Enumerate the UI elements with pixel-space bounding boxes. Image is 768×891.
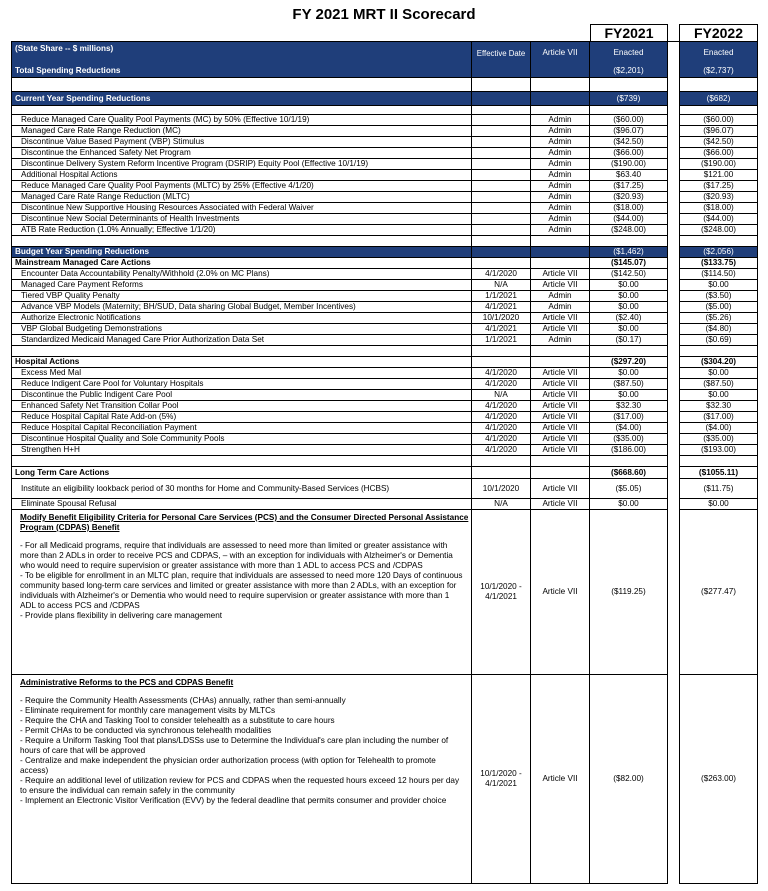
row-item: Strengthen H+H <box>11 445 472 456</box>
table-row <box>11 126 758 137</box>
block-description <box>11 510 472 675</box>
row-item: Discontinue Value Based Payment (VBP) Stimulus <box>11 137 472 148</box>
block-heading: Modify Benefit Eligibility Criteria for Personal Care Services (PCS) and the Consumer Directed Personal Assistance Program (CDPAS) Benefit <box>20 513 469 532</box>
row-fy2021: ($668.60) <box>590 467 668 479</box>
row-fy2022 <box>679 346 758 357</box>
block-line: - Require a Uniform Tasking Tool that plans/LDSSs use to Determine the Individual's care plan including the number of hours of care that will be approved <box>20 736 449 755</box>
column-header-article: Article VII <box>531 42 590 65</box>
row-item: Total Spending Reductions <box>11 64 472 78</box>
row-fy2021: ($44.00) <box>590 214 668 225</box>
row-fy2021: ($2.40) <box>590 313 668 324</box>
row-fy2022: ($4.80) <box>679 324 758 335</box>
row-date <box>472 115 531 126</box>
row-article: Article VII <box>531 368 590 379</box>
row-fy2021: ($1,462) <box>590 247 668 258</box>
row-fy2021: $0.00 <box>590 499 668 510</box>
row-article: Admin <box>531 335 590 346</box>
row-fy2021: ($0.17) <box>590 335 668 346</box>
row-item <box>11 346 472 357</box>
row-article <box>531 106 590 115</box>
row-fy2022: ($66.00) <box>679 148 758 159</box>
row-fy2022: ($4.00) <box>679 423 758 434</box>
row-fy2022 <box>679 456 758 467</box>
row-item: Discontinue Delivery System Reform Incentive Program (DSRIP) Equity Pool (Effective 10/1/19) <box>11 159 472 170</box>
table-row <box>11 412 758 423</box>
row-article: Article VII <box>531 401 590 412</box>
row-article: Admin <box>531 181 590 192</box>
row-item: Reduce Indigent Care Pool for Voluntary Hospitals <box>11 379 472 390</box>
row-item <box>11 106 472 115</box>
row-date <box>472 106 531 115</box>
row-item: Hospital Actions <box>11 357 472 368</box>
row-date <box>472 203 531 214</box>
row-date <box>472 456 531 467</box>
row-fy2022: $32.30 <box>679 401 758 412</box>
row-article: Admin <box>531 159 590 170</box>
row-fy2022: ($44.00) <box>679 214 758 225</box>
row-date: 4/1/2021 <box>472 324 531 335</box>
row-article: Article VII <box>531 390 590 401</box>
row-date <box>472 467 531 479</box>
row-article <box>531 467 590 479</box>
row-fy2021: $0.00 <box>590 390 668 401</box>
row-fy2022: ($11.75) <box>679 479 758 499</box>
block-line: - For all Medicaid programs, require that individuals are assessed to need more than limited or greater assistance with more than 2 ADLs in order to receive PCS and CDPAS, – with an exception for individuals with Alzheimer's or Dementia who would need to require supervision or greater assistance with more than 1 ADL to access PCS and /CDPAS <box>20 541 453 570</box>
row-fy2022: ($193.00) <box>679 445 758 456</box>
row-fy2021: ($35.00) <box>590 434 668 445</box>
row-fy2021: ($96.07) <box>590 126 668 137</box>
row-fy2022: $0.00 <box>679 499 758 510</box>
row-date: N/A <box>472 499 531 510</box>
row-fy2022: $0.00 <box>679 368 758 379</box>
row-fy2022: ($20.93) <box>679 192 758 203</box>
row-item: Institute an eligibility lookback period of 30 months for Home and Community-Based Services (HCBS) <box>11 479 472 499</box>
block-description <box>11 675 472 884</box>
category-row <box>11 357 758 368</box>
row-fy2021 <box>590 236 668 247</box>
table-row <box>11 445 758 456</box>
row-fy2021: ($297.20) <box>590 357 668 368</box>
row-article <box>531 258 590 269</box>
row-item: Standardized Medicaid Managed Care Prior Authorization Data Set <box>11 335 472 346</box>
row-date <box>472 258 531 269</box>
table-row <box>11 203 758 214</box>
row-fy2021: ($18.00) <box>590 203 668 214</box>
block-date: 10/1/2020 - 4/1/2021 <box>472 675 531 884</box>
row-item: Enhanced Safety Net Transition Collar Pool <box>11 401 472 412</box>
row-article: Article VII <box>531 479 590 499</box>
table-row <box>11 269 758 280</box>
row-date <box>472 159 531 170</box>
spacer-row <box>11 106 758 115</box>
row-fy2022: ($5.26) <box>679 313 758 324</box>
row-date <box>472 137 531 148</box>
row-fy2021: ($87.50) <box>590 379 668 390</box>
category-row <box>11 258 758 269</box>
row-item: Discontinue the Public Indigent Care Pool <box>11 390 472 401</box>
section-total-row <box>11 64 758 78</box>
row-fy2021 <box>590 106 668 115</box>
table-row <box>11 335 758 346</box>
block-article: Article VII <box>531 675 590 884</box>
row-fy2022: ($87.50) <box>679 379 758 390</box>
row-item: Authorize Electronic Notifications <box>11 313 472 324</box>
row-fy2022: ($2,056) <box>679 247 758 258</box>
row-article: Admin <box>531 148 590 159</box>
block-lines <box>15 696 471 806</box>
row-item <box>11 456 472 467</box>
row-date <box>472 148 531 159</box>
row-date <box>472 225 531 236</box>
row-fy2021: ($145.07) <box>590 258 668 269</box>
row-fy2021: ($190.00) <box>590 159 668 170</box>
row-date: 10/1/2020 <box>472 313 531 324</box>
row-fy2021 <box>590 78 668 92</box>
table-row <box>11 302 758 313</box>
row-item <box>11 78 472 92</box>
spacer-row <box>11 456 758 467</box>
row-fy2021: ($2,201) <box>590 64 668 78</box>
row-fy2022: ($682) <box>679 92 758 106</box>
row-date <box>472 236 531 247</box>
row-date <box>472 192 531 203</box>
row-date <box>472 181 531 192</box>
row-date: 4/1/2021 <box>472 302 531 313</box>
block-line: - Require an additional level of utilization review for PCS and CDPAS when the requested hours exceed 12 hours per day to ensure the individual can remain safely in the community <box>20 776 460 795</box>
row-article: Article VII <box>531 379 590 390</box>
row-article: Admin <box>531 214 590 225</box>
table-row <box>11 181 758 192</box>
column-header-item: (State Share -- $ millions) <box>11 42 472 65</box>
row-fy2022 <box>679 106 758 115</box>
row-article: Admin <box>531 115 590 126</box>
row-fy2021: $32.30 <box>590 401 668 412</box>
row-fy2021: $0.00 <box>590 291 668 302</box>
page-title: FY 2021 MRT II Scorecard <box>292 6 476 23</box>
row-article: Article VII <box>531 499 590 510</box>
row-item: Reduce Hospital Capital Reconciliation Payment <box>11 423 472 434</box>
row-item: Tiered VBP Quality Penalty <box>11 291 472 302</box>
row-fy2022: ($60.00) <box>679 115 758 126</box>
row-item: Reduce Managed Care Quality Pool Payments (MLTC) by 25% (Effective 4/1/20) <box>11 181 472 192</box>
row-date: 4/1/2020 <box>472 423 531 434</box>
spacer-row <box>11 78 758 92</box>
row-date <box>472 346 531 357</box>
row-fy2022: ($1055.11) <box>679 467 758 479</box>
column-header-date: Effective Date <box>472 42 531 65</box>
row-item: Eliminate Spousal Refusal <box>11 499 472 510</box>
row-fy2021: ($5.05) <box>590 479 668 499</box>
row-item: Budget Year Spending Reductions <box>11 247 472 258</box>
table-row <box>11 115 758 126</box>
row-item: Managed Care Rate Range Reduction (MC) <box>11 126 472 137</box>
row-fy2022: ($17.00) <box>679 412 758 423</box>
row-article: Article VII <box>531 445 590 456</box>
row-date: 4/1/2020 <box>472 412 531 423</box>
column-header-fy2021: Enacted <box>590 42 668 65</box>
row-fy2022: $121.00 <box>679 170 758 181</box>
table-row <box>11 148 758 159</box>
row-date <box>472 92 531 106</box>
block-line: - Implement an Electronic Visitor Verification (EVV) by the federal deadline that permits consumer and provider choice <box>20 796 447 805</box>
row-date: 1/1/2021 <box>472 291 531 302</box>
row-fy2022: ($133.75) <box>679 258 758 269</box>
row-article: Article VII <box>531 412 590 423</box>
row-article: Admin <box>531 302 590 313</box>
row-fy2022 <box>679 236 758 247</box>
row-article: Admin <box>531 170 590 181</box>
row-article: Admin <box>531 126 590 137</box>
table-row <box>11 137 758 148</box>
row-item: VBP Global Budgeting Demonstrations <box>11 324 472 335</box>
row-article: Admin <box>531 137 590 148</box>
row-article <box>531 247 590 258</box>
row-article: Admin <box>531 225 590 236</box>
fy2021-header: FY2021 <box>590 24 668 41</box>
row-fy2022: ($17.25) <box>679 181 758 192</box>
section-total-row <box>11 92 758 106</box>
row-date <box>472 214 531 225</box>
row-fy2021: ($739) <box>590 92 668 106</box>
row-article <box>531 236 590 247</box>
row-date: 4/1/2020 <box>472 368 531 379</box>
row-item: Advance VBP Models (Maternity; BH/SUD, Data sharing Global Budget, Member Incentives) <box>11 302 472 313</box>
row-fy2022: ($5.00) <box>679 302 758 313</box>
row-item: Long Term Care Actions <box>11 467 472 479</box>
table-row <box>11 324 758 335</box>
block-line: - Require the CHA and Tasking Tool to consider telehealth as a substitute to care hours <box>20 716 335 725</box>
row-article <box>531 64 590 78</box>
row-item <box>11 236 472 247</box>
row-date: 10/1/2020 <box>472 479 531 499</box>
row-item: Managed Care Rate Range Reduction (MLTC) <box>11 192 472 203</box>
row-article: Admin <box>531 291 590 302</box>
row-item: Excess Med Mal <box>11 368 472 379</box>
row-date: 4/1/2020 <box>472 445 531 456</box>
row-article <box>531 92 590 106</box>
column-header-fy2022: Enacted <box>679 42 758 65</box>
row-fy2021 <box>590 346 668 357</box>
row-date: 4/1/2020 <box>472 269 531 280</box>
row-article: Article VII <box>531 434 590 445</box>
block-fy2022: ($263.00) <box>679 675 758 884</box>
row-article: Admin <box>531 192 590 203</box>
block-fy2022: ($277.47) <box>679 510 758 675</box>
row-article: Article VII <box>531 313 590 324</box>
spacer-row <box>11 236 758 247</box>
row-fy2021: ($186.00) <box>590 445 668 456</box>
row-date <box>472 64 531 78</box>
row-fy2021 <box>590 456 668 467</box>
section-total-row <box>11 247 758 258</box>
pcs-eligibility-block <box>11 510 758 675</box>
block-fy2021: ($119.25) <box>590 510 668 675</box>
row-date: N/A <box>472 390 531 401</box>
pcs-admin-reforms-block <box>11 675 758 884</box>
table-row <box>11 291 758 302</box>
block-line: - Require the Community Health Assessments (CHAs) annually, rather than semi-annually <box>20 696 346 705</box>
row-article <box>531 78 590 92</box>
block-article: Article VII <box>531 510 590 675</box>
table-row <box>11 434 758 445</box>
row-fy2021: ($42.50) <box>590 137 668 148</box>
row-item: Encounter Data Accountability Penalty/Withhold (2.0% on MC Plans) <box>11 269 472 280</box>
row-article <box>531 357 590 368</box>
row-fy2021: $0.00 <box>590 324 668 335</box>
table-row <box>11 192 758 203</box>
row-item: Discontinue Hospital Quality and Sole Community Pools <box>11 434 472 445</box>
row-date <box>472 126 531 137</box>
row-item: Discontinue New Social Determinants of Health Investments <box>11 214 472 225</box>
row-fy2022: ($190.00) <box>679 159 758 170</box>
category-row <box>11 467 758 479</box>
row-item: Reduce Managed Care Quality Pool Payments (MC) by 50% (Effective 10/1/19) <box>11 115 472 126</box>
row-fy2022: ($42.50) <box>679 137 758 148</box>
block-line: - To be eligible for enrollment in an MLTC plan, require that individuals are assessed to need more 120 Days of continuous community based long-term care services and limited or greater assistance with more than 2 ADLs, with an exception for individuals with Alzheimer's or Dementia who would need to require supervision or greater assistance with more than 1 ADL to access PCS and /CDPAS <box>20 571 463 610</box>
row-fy2022: ($248.00) <box>679 225 758 236</box>
row-date: 4/1/2020 <box>472 401 531 412</box>
row-fy2021: ($66.00) <box>590 148 668 159</box>
row-date: 4/1/2020 <box>472 379 531 390</box>
row-fy2021: $0.00 <box>590 302 668 313</box>
row-fy2022: ($2,737) <box>679 64 758 78</box>
row-date <box>472 247 531 258</box>
row-fy2021: ($4.00) <box>590 423 668 434</box>
row-fy2022: ($114.50) <box>679 269 758 280</box>
block-line: - Permit CHAs to be conducted via synchronous telehealth modalities <box>20 726 272 735</box>
row-fy2022: ($96.07) <box>679 126 758 137</box>
row-fy2021: ($20.93) <box>590 192 668 203</box>
row-item: Discontinue New Supportive Housing Resources Associated with Federal Waiver <box>11 203 472 214</box>
table-row <box>11 170 758 181</box>
row-fy2021: $0.00 <box>590 368 668 379</box>
row-date <box>472 170 531 181</box>
row-article: Article VII <box>531 423 590 434</box>
table-row <box>11 159 758 170</box>
block-date: 10/1/2020 - 4/1/2021 <box>472 510 531 675</box>
row-fy2022: ($3.50) <box>679 291 758 302</box>
row-article: Article VII <box>531 269 590 280</box>
block-line: - Provide plans flexibility in delivering care management <box>20 611 223 620</box>
table-row <box>11 401 758 412</box>
block-heading: Administrative Reforms to the PCS and CDPAS Benefit <box>20 678 234 687</box>
row-fy2022: ($35.00) <box>679 434 758 445</box>
row-date <box>472 78 531 92</box>
row-fy2021: $63.40 <box>590 170 668 181</box>
block-line: - Centralize and make independent the physician order authorization process (with option for Telehealth to promote access) <box>20 756 436 775</box>
row-article: Admin <box>531 203 590 214</box>
row-fy2021: $0.00 <box>590 280 668 291</box>
spacer-row <box>11 346 758 357</box>
fy2022-header: FY2022 <box>679 24 758 41</box>
row-item: Mainstream Managed Care Actions <box>11 258 472 269</box>
table-row <box>11 479 758 499</box>
row-fy2022: ($0.69) <box>679 335 758 346</box>
row-article: Article VII <box>531 324 590 335</box>
row-item: ATB Rate Reduction (1.0% Annually; Effective 1/1/20) <box>11 225 472 236</box>
row-article <box>531 346 590 357</box>
row-article: Article VII <box>531 280 590 291</box>
table-row <box>11 423 758 434</box>
table-row <box>11 499 758 510</box>
table-header-row <box>11 41 758 65</box>
table-row <box>11 313 758 324</box>
block-lines <box>15 541 471 621</box>
row-fy2022 <box>679 78 758 92</box>
row-fy2022: ($304.20) <box>679 357 758 368</box>
row-fy2022: $0.00 <box>679 390 758 401</box>
row-date: 4/1/2020 <box>472 434 531 445</box>
row-item: Discontinue the Enhanced Safety Net Program <box>11 148 472 159</box>
row-fy2021: ($142.50) <box>590 269 668 280</box>
row-item: Managed Care Payment Reforms <box>11 280 472 291</box>
row-item: Additional Hospital Actions <box>11 170 472 181</box>
block-fy2021: ($82.00) <box>590 675 668 884</box>
row-fy2021: ($17.00) <box>590 412 668 423</box>
table-row <box>11 368 758 379</box>
row-item: Current Year Spending Reductions <box>11 92 472 106</box>
row-fy2021: ($248.00) <box>590 225 668 236</box>
row-fy2021: ($60.00) <box>590 115 668 126</box>
table-row <box>11 214 758 225</box>
row-fy2021: ($17.25) <box>590 181 668 192</box>
row-item: Reduce Hospital Capital Rate Add-on (5%) <box>11 412 472 423</box>
row-date: N/A <box>472 280 531 291</box>
block-line: - Eliminate requirement for monthly care management visits by MLTCs <box>20 706 276 715</box>
table-row <box>11 280 758 291</box>
table-row <box>11 379 758 390</box>
row-fy2022: $0.00 <box>679 280 758 291</box>
row-date: 1/1/2021 <box>472 335 531 346</box>
row-article <box>531 456 590 467</box>
table-row <box>11 225 758 236</box>
table-row <box>11 390 758 401</box>
row-fy2022: ($18.00) <box>679 203 758 214</box>
row-date <box>472 357 531 368</box>
